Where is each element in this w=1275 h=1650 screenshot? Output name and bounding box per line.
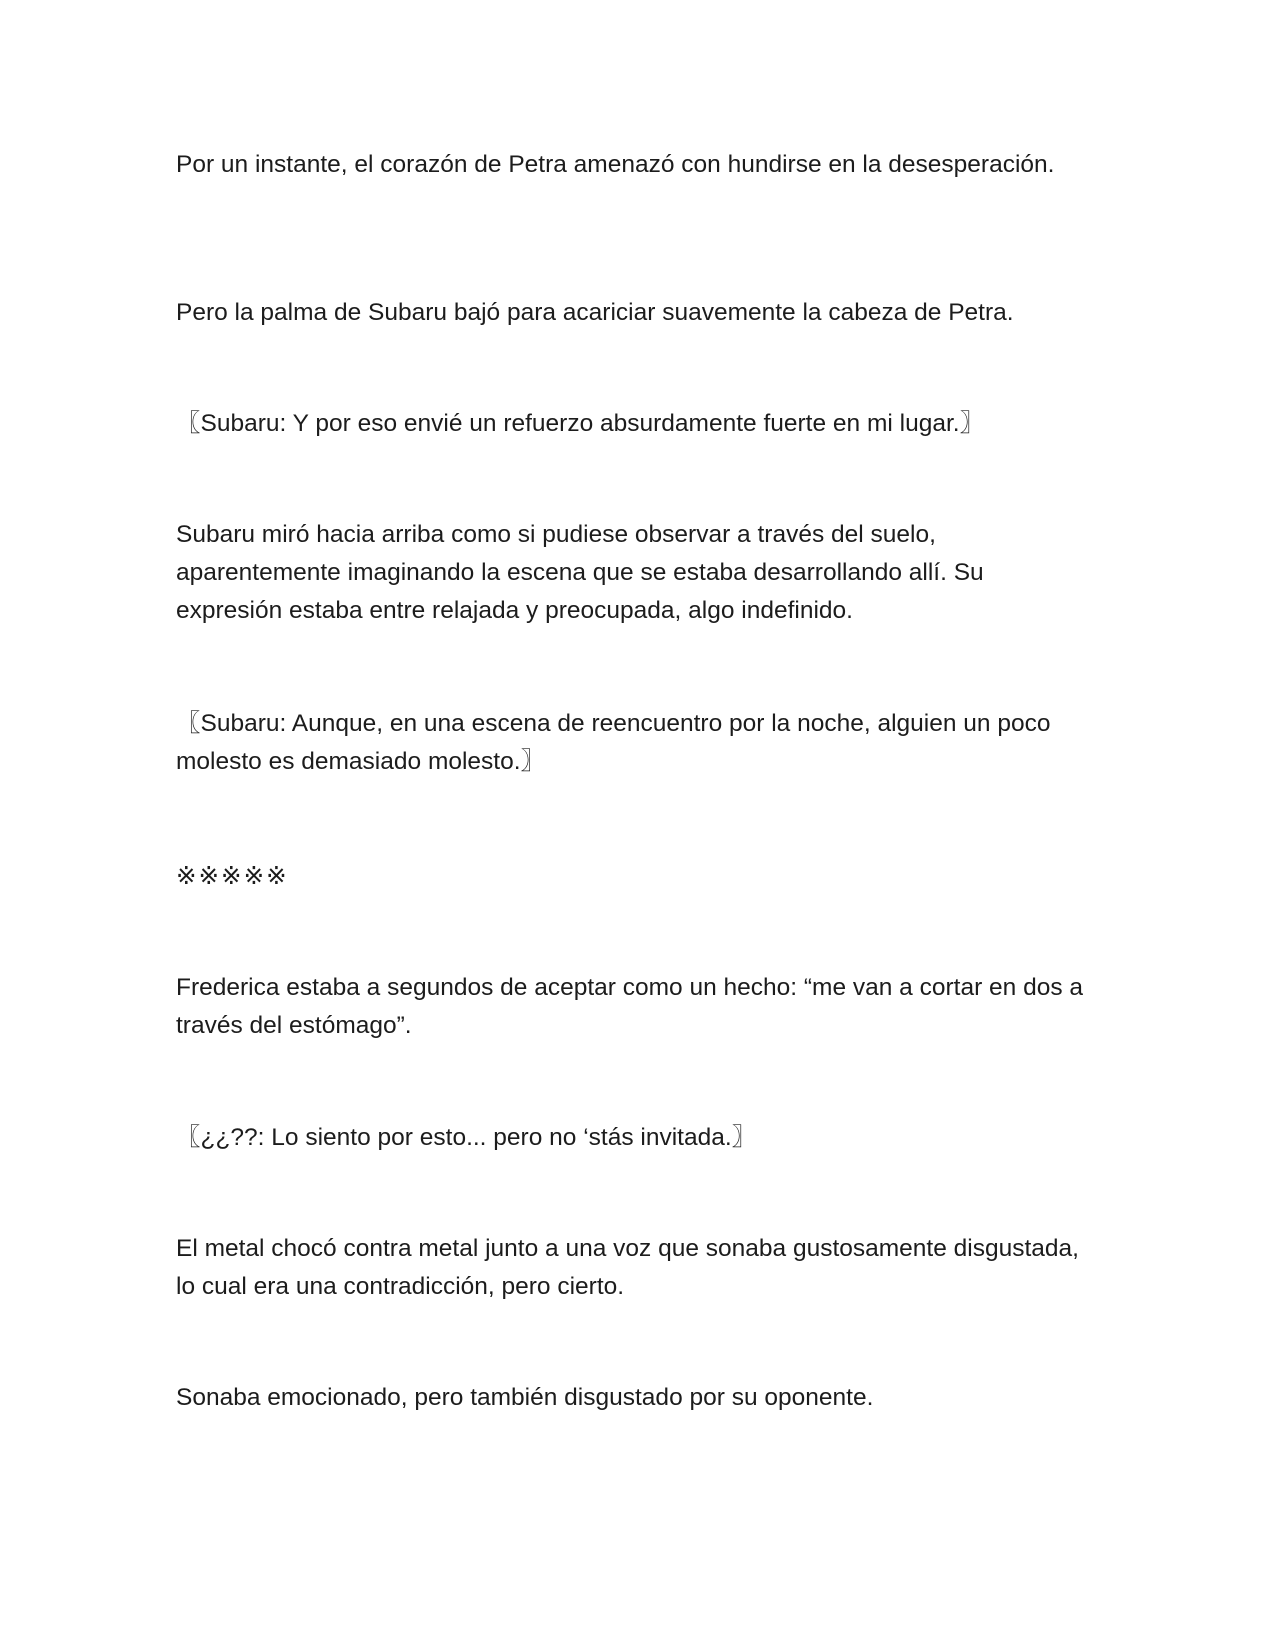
paragraph-4: Frederica estaba a segundos de aceptar como un hecho: “me van a cortar en dos a través del estómago”. xyxy=(176,974,1084,1039)
paragraph-6: Sonaba emocionado, pero también disgustado por su oponente. xyxy=(176,1384,874,1411)
paragraph-2: Pero la palma de Subaru bajó para acariciar suavemente la cabeza de Petra. xyxy=(176,299,1014,326)
paragraph-3: Subaru miró hacia arriba como si pudiese observar a través del suelo, aparentemente imaginando la escena que se estaba desarrollando allí. Su expresión estaba entre relajada y preocupada, algo indefinido. xyxy=(176,521,984,624)
dialogue-subaru-2: 〖Subaru: Aunque, en una escena de reencuentro por la noche, alguien un poco molesto es demasiado molesto.〗 xyxy=(176,710,1051,775)
paragraph-1: Por un instante, el corazón de Petra amenazó con hundirse en la desesperación. xyxy=(176,151,1055,178)
scene-break: ※※※※※ xyxy=(176,863,289,890)
paragraph-5: El metal chocó contra metal junto a una voz que sonaba gustosamente disgustada, lo cual era una contradicción, pero cierto. xyxy=(176,1235,1079,1300)
dialogue-subaru-1: 〖Subaru: Y por eso envié un refuerzo absurdamente fuerte en mi lugar.〗 xyxy=(176,410,985,437)
dialogue-unknown: 〖¿¿??: Lo siento por esto... pero no ‘stás invitada.〗 xyxy=(176,1124,757,1151)
